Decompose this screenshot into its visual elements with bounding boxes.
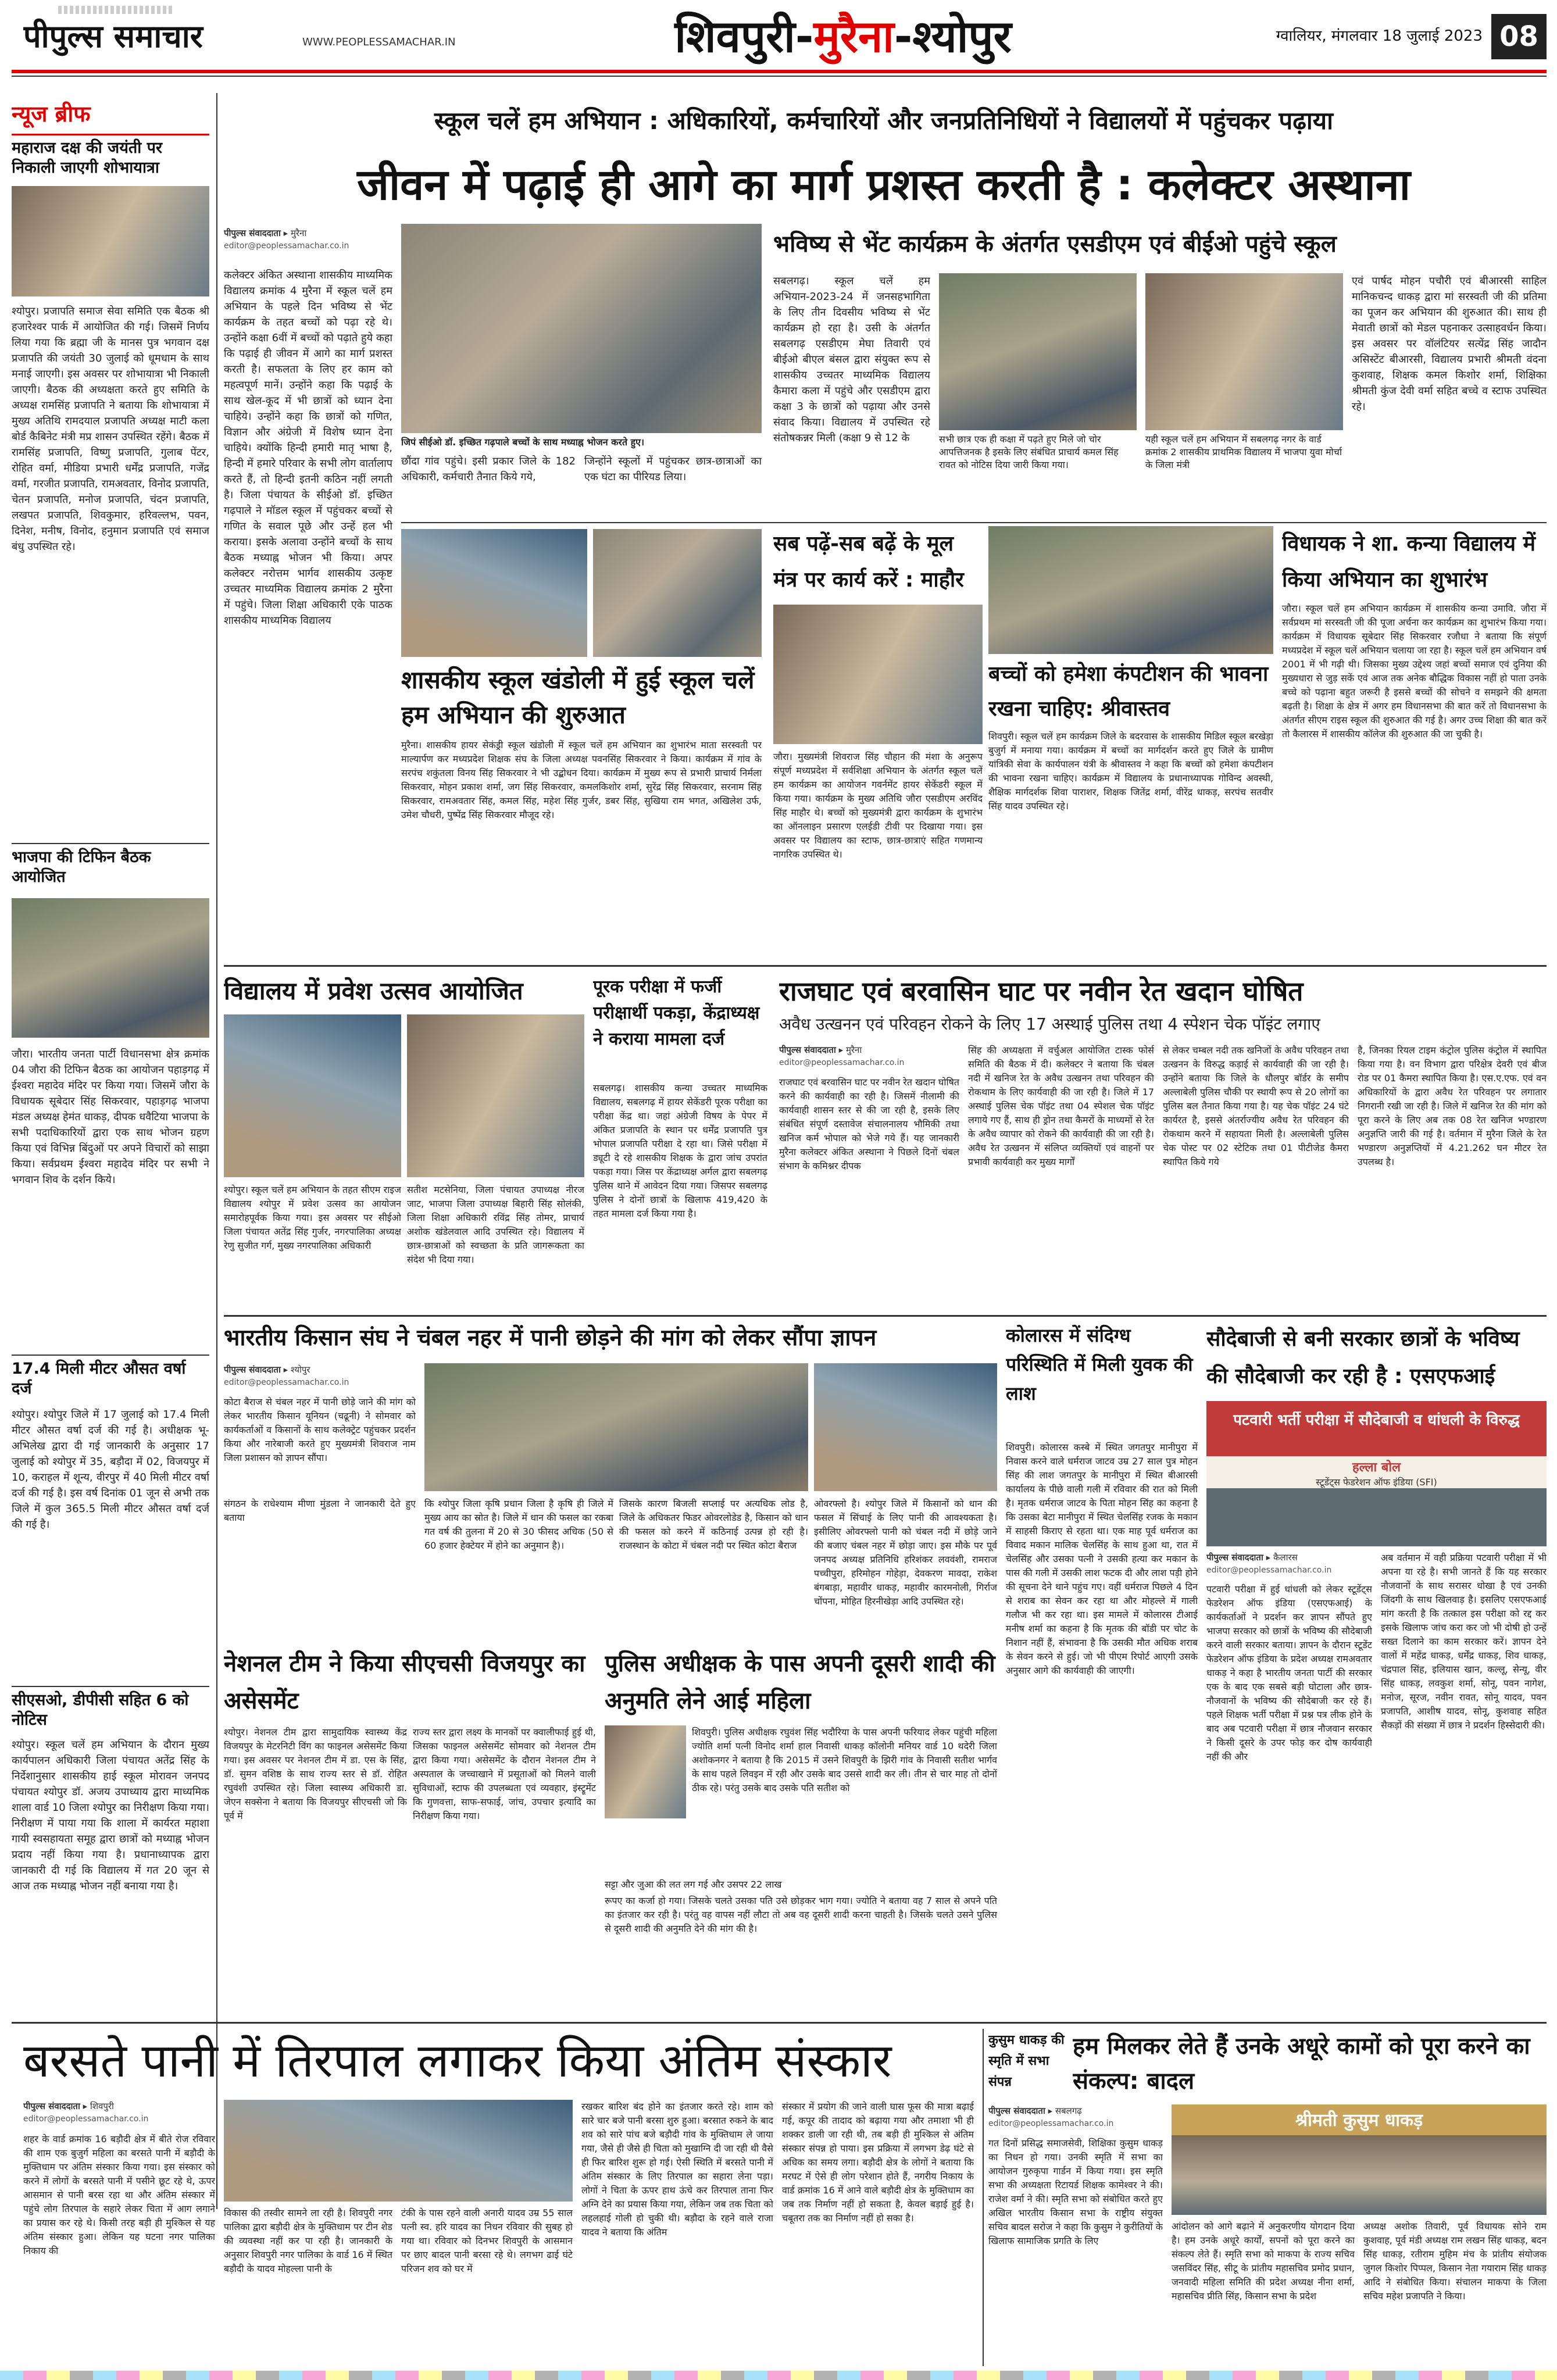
sfi-banner-org: स्टूडेंट्स फेडरेशन ऑफ इंडिया (SFI) bbox=[1316, 1477, 1437, 1488]
news-brief-label: न्यूज ब्रीफ bbox=[12, 101, 91, 127]
brief-4-headline: सीएसओ, डीपीसी सहित 6 को नोटिस bbox=[12, 1691, 189, 1729]
kisan-headline: भारतीय किसान संघ ने चंबल नहर में पानी छोड़ने की मांग को लेकर सौंपा ज्ञापन bbox=[224, 1325, 877, 1351]
sabalgarh-text-right: एवं पार्षद मोहन पचौरी एवं बीआरसी साहिल मानिकचन्द धाकड़ द्वारा मां सरस्वती जी की प्रतिमा का पूजन कर अभियान की शुरुआत की। साथ ही मेवाती छात्रों को मेडल पहनाकर उत्साहवर्धन किया। इस अवसर पर वॉलंटियर सत्येंद्र सिंह जादौन असिस्टेंट बीआरसी, विद्यालय प्रभारी श्रीमती वंदना कुशवाह, शिक्षक कमल किशोर शर्मा, शिक्षिका श्रीमती कुंज देवी वर्मा सहित बच्चे व स्टाफ उपस्थित रहे। bbox=[1352, 275, 1547, 413]
shrivastava-text: शिवपुरी। स्कूल चलें हम कार्यक्रम जिले के बदरवास के शासकीय मिडिल स्कूल बरखेड़ा बुजुर्ग में मनाया गया। कार्यक्रम में बच्चों का मार्गदर्शन करते हुए जिले के ग्रामीण यांत्रिकी सेवा के कार्यपालन यंत्री के श्रीवास्तव ने कहा कि बच्चों को हमेशा कंपटीशन की भावना रखना चाहिए। कार्यक्रम में विद्यालय के प्रधानाध्यापक गोविन्द अवस्थी, शैक्षिक मार्गदर्शक शिवा पाराशर, शिक्षक जितेंद्र शर्मा, वीरेंद्र धाकड़, सरपंच सतवीर सिंह यादव उपस्थित रहे। bbox=[988, 731, 1273, 812]
kisan-photo bbox=[424, 1363, 808, 1491]
lead-text-2: छौंदा गांव पहुंचे। इसी प्रकार जिले के 182 अधिकारी, कर्मचारी तैनात किये गये, bbox=[401, 455, 576, 483]
kisan-byline: पीपुल्स संवाददाता ▸ श्योपुर editor@peoplessamachar.co.in bbox=[224, 1363, 416, 1392]
kusum-byline: पीपुल्स संवाददाता ▸ सबलगढ़ editor@peoplessamachar.co.in bbox=[988, 2104, 1163, 2134]
ret-text-2: सिंह की अध्यक्षता में वर्चुअल आयोजित टास्क फोर्स समिति की बैठक में दी। कलेक्टर ने बताया कि चंबल नदी में खनिज रेत के अवैध उत्खनन तथा परिवहन की रोकथाम के लिए कार्यवाही की जा रही है। जिले में 17 अस्थाई पुलिस चेक पॉइंट तथा 04 स्पेशल चेक पॉइंट लगाये गए हैं, साथ ही ड्रोन तथा कैमरों के माध्यमों से रेत के अवैध व्यापार को रोकने की कार्यवाही की जा रही है। अवैध रेत उत्खनन में संलिप्त व्यक्तियों एवं वाहनों पर प्रभावी कार्यवाही कर मुख्य मार्गों bbox=[968, 1045, 1154, 1167]
sabalgarh-caption-1: सभी छात्र एक ही कक्षा में पढ़ते हुए मिले जो चोर आपत्तिजनक है इसके लिए संबंधित प्राचार्य कमल सिंह रावत को नोटिस दिया जारी किया गया। bbox=[939, 434, 1119, 470]
farzi-text: सबलगढ़। शासकीय कन्या उच्चतर माध्यमिक विद्यालय, सबलगढ़ में हायर सेकेंडरी पूरक परीक्षा का परीक्षा केंद्र था। जहां अंग्रेजी विषय के पेपर में अंकित प्रजापति के स्थान पर धर्मेंद्र प्रजापति पुत्र भोपाल प्रजापति परीक्षा दे रहा था। जिसे परीक्षा में ड्यूटी दे रहे शासकीय शिक्षक के द्वारा जांच उपरांत पकड़ा गया। जिस पर केंद्राध्यक्ष अर्गल द्वारा सबलगढ़ पुलिस थाने में आवेदन दिया गया। जिसपर सबलगढ़ पुलिस ने दोनों छात्रों के खिलाफ 419,420 के तहत मामला दर्ज किया गया है। bbox=[593, 1082, 767, 1219]
nqas-headline: नेशनल टीम ने किया सीएचसी विजयपुर का असेसमेंट bbox=[224, 1650, 585, 1714]
edition-title bbox=[616, 5, 1070, 69]
khandoli-photo-2 bbox=[593, 529, 762, 657]
farzi-headline: पूरक परीक्षा में फर्जी परीक्षार्थी पकड़ा, केंद्राध्यक्ष ने कराया मामला दर्ज bbox=[593, 977, 760, 1049]
shrivastava-photo bbox=[988, 526, 1273, 654]
kisan-text-2: कि श्योपुर जिला कृषि प्रधान जिला है कृषि ही जिले में मुख्य आय का स्रोत है। जिले में धान की फसल का रकबा गत वर्ष की तुलना में 20 से 30 फीसद अधिक (50 से 60 हजार हेक्टेयर में होने का अनुमान है)। bbox=[424, 1498, 613, 1551]
police-text-top: सट्टा और जुआ की लत लग गई और उसपर 22 लाख bbox=[605, 1879, 782, 1890]
newspaper-logo: पीपुल्स समाचार bbox=[23, 18, 203, 55]
brief-2-headline: भाजपा की टिफिन बैठक आयोजित bbox=[12, 848, 151, 886]
sfi-photo bbox=[1206, 1401, 1547, 1546]
sfi-headline: सौदेबाजी से बनी सरकार छात्रों के भविष्य की सौदेबाजी कर रही है : एसएफआई bbox=[1206, 1327, 1520, 1388]
funeral-headline: बरसते पानी में तिरपाल लगाकर किया अंतिम संस्कार bbox=[23, 2034, 892, 2088]
funeral-text-5: संस्कार में प्रयोग की जाने वाली घास फूस की मात्रा बढ़ाई गई, कपूर की तादाद को बढ़ाया गया और तमाशा भी ही शक्कर डाली जा रही थी, तब बड़ी ही मुश्किल से अंतिम संस्कार संपन्न हो पाया। इस प्रक्रिया में लगभग डेढ़ घंटे से अधिक का समय लगा। बड़ौदी क्षेत्र के लोगों ने बताया कि मरघट में ऐसे ही लोग परेशान होते हैं, नगरीय निकाय के वार्ड क्रमांक 16 में आने वाले बड़ौदी क्षेत्र के मुक्तिधाम का जब तक निर्माण नहीं हो सकता है, केवल बड़ाई हुई है। चबूतरा तक का निर्माण नहीं हो सका है। bbox=[782, 2101, 974, 2224]
footer-color-strip bbox=[0, 2371, 1557, 2380]
kusum-text-1: गत दिनों प्रसिद्ध समाजसेवी, शिक्षिका कुसुम धाकड़ का निधन हो गया। उनकी स्मृति में सभा का आयोजन गुरुकृपा गार्डन में किया गया। इस स्मृति सभा की अध्यक्षता रिटायर्ड शिक्षक कामेश्वर ने की। राजेश वर्मा ने की। स्मृति सभा को संबोधित करते हुए अखिल भारतीय किसान सभा के राष्ट्रीय संयुक्त सचिव बादल सरोज ने कहा कि कुसुम ने कुरीतियों के खिलाफ सामाजिक प्रगति के लिए bbox=[988, 2138, 1163, 2246]
kusum-banner: श्रीमती कुसुम धाकड़ bbox=[1295, 2110, 1423, 2131]
nqas-text-2: राज्य स्तर द्वारा लक्ष्य के मानकों पर क्वालीफाई हुई थी, जिसका फाइनल असेसमेंट सोमवार को नेशनल टीम द्वारा किया गया। असेसमेंट के दौरान नेशनल टीम ने अस्पताल के जच्चाखाने में प्रसूताओं को मिलने वाली सुविधाओं, स्टाफ की उपलब्धता एवं व्यवहार, इंस्ट्रूमेंट कि गुणवत्ता, साफ-सफाई, जांच, उपचार इत्यादि का निरीक्षण किया गया। bbox=[413, 1727, 596, 1821]
pravesh-photo-2 bbox=[407, 1014, 584, 1177]
mla-text: जौरा। स्कूल चलें हम अभियान कार्यक्रम में शासकीय कन्या उमावि. जौरा में सर्वप्रथम मां सरस्वती जी की पूजा अर्चना कर कार्यक्रम का शुभारंभ किया गया। कार्यक्रम में विधायक सूबेदार सिंह सिकरवार रजौधा ने बताया कि संपूर्ण मध्यप्रदेश में स्कूल चलें अभियान चलाया जा रहा है। स्कूल चलें हम अभियान वर्ष 2001 में भी गढ़ी थी। जिसका मुख्य उद्देश्य जहां बच्चों समाज एवं दुनिया की मुख्यधारा से जुड़ सकें एवं आज तक अनेक बौद्धिक विकास नहीं हो पाता उनके बच्चे को पढ़ाना बहुत जरूरी है इससे बच्चों की सोचने व समझने की क्षमता बढ़ती है। शिक्षा के क्षेत्र में अगर हम विधानसभा की बात करें तो विधानसभा के अंतर्गत सीएम राइस स्कूल की शुरुआत की गई है। अगर उच्च शिक्षा की बात करें तो कैलारस में शासकीय कॉलेज की शुरुआत की जा चुकी है। bbox=[1282, 603, 1547, 739]
kisan-text-3: जिसके कारण बिजली सप्लाई पर अत्यधिक लोड है, जिले के अधिकतर फिडर ओवरलोडेड है, किसान को धान की फसल को करने में कठिनाई उत्पन्न हो रही है। राजस्थान के कोटा में चंबल नदी पर स्थित कोटा बैराज bbox=[619, 1498, 808, 1551]
kusum-text-3: अध्यक्ष अशोक तिवारी, पूर्व विधायक सोने राम कुशवाह, पूर्व मंडी अध्यक्ष राम लखन सिंह धाकड़, बदन सिंह धाकड़, रतीराम मुहिम मंच के प्रांतीय संयोजक जुगल किशोर पिप्पल, किसान नेता गयाराम सिंह धाकड़ आदि ने संबोधित किया। संचालन माकपा के जिला सचिव महेश प्रजापति ने किया। bbox=[1363, 2221, 1547, 2302]
pravesh-photo-1 bbox=[224, 1014, 401, 1177]
website-url[interactable]: WWW.PEOPLESSAMACHAR.IN bbox=[302, 36, 456, 48]
brief-1-text: श्योपुर। प्रजापति समाज सेवा समिति एक बैठक श्री हजारेश्वर पार्क में आयोजित की गई। जिसमें निर्णय लिया गया कि ब्रह्मा जी के मानस पुत्र भगवान दक्ष प्रजापति की जयंती 30 जुलाई को धूमधाम के साथ मनाई जाएगी। इस अवसर पर शोभायात्रा भी निकाली जाएगी। बैठक की अध्यक्षता करते हुए समिति के अध्यक्ष रामसिंह प्रजापति ने बताया कि शोभायात्रा में मुख्य अतिथि रामदयाल प्रजापति अध्यक्ष माटी कला बोर्ड कैबिनेट मंत्री मप्र शासन उपस्थित रहेंगे। बैठक में रामसिंह प्रजापति, विष्णु प्रजापति, गुलाब पेंटर, रोहित वर्मा, मीडिया प्रभारी धर्मेंद्र प्रजापति, गजेंद्र वर्मा, गरजीत प्रजापति, रामअवतार, विनोद प्रजापति, चेतन प्रजापति, मनोज प्रजापति, चंदन प्रजापति, लखपत प्रजापति, शिवकुमार, हरिवल्लभ, पवन, दिनेश, मनीष, विनोद, हनुमान प्रजापति एवं समाज बंधु उपस्थित रहे। bbox=[12, 305, 209, 553]
lead-headline: जीवन में पढ़ाई ही आगे का मार्ग प्रशस्त करती है : कलेक्टर अस्थाना bbox=[357, 160, 1410, 210]
kisan-text-4: ओवरफ्लो है। श्योपुर जिले में किसानों को धान की फसल में सिंचाई के लिए पानी की आवश्यकता है। इसीलिए ओवरफ्लो पानी को चंबल नदी में छोड़े जाने की बजाए चंबल नहर में छोड़ा जाए। इस मौके पर पूर्व जनपद अध्यक्ष प्रतिनिधि हरिशंकर लववंशी, रामराज पच्चीपुरा, हरिमोहन गोहेड़ा, देवकरण मावदा, राकेश बंगबाड़ा, महावीर धाकड़, महावीर कारमनोली, गिर्राज चोंपना, मोहित हिरनीखेड़ा आदि उपस्थित रहे। bbox=[814, 1498, 997, 1607]
lead-photo-caption: जिपं सीईओ डॉ. इच्छित गढ़पाले बच्चों के साथ मध्याह्न भोजन करते हुए। bbox=[401, 437, 645, 448]
byline-place: शिवपुरी bbox=[90, 2101, 114, 2111]
edition-part-a: शिवपुरी- bbox=[674, 10, 814, 62]
police-headline: पुलिस अधीक्षक के पास अपनी दूसरी शादी की अनुमति लेने आई महिला bbox=[605, 1650, 995, 1714]
news-brief-column bbox=[12, 87, 212, 2209]
edition-part-b: मुरैना bbox=[813, 10, 894, 62]
brief-1-headline: महाराज दक्ष की जयंती पर निकाली जाएगी शोभायात्रा bbox=[12, 139, 163, 177]
sabalgarh-headline: भविष्य से भेंट कार्यक्रम के अंतर्गत एसडीएम एवं बीईओ पहुंचे स्कूल bbox=[773, 231, 1337, 258]
sfi-text-2: अब वर्तमान में वही प्रक्रिया पटवारी परीक्षा में भी अपना या रहे है। सभी जानते हैं कि यह सरकार नौजवानों के साथ सरासर धोखा है एवं उनकी जिंदगी के साथ खिलवाड़ है। इसलिए एसएफआई मांग करती है कि तत्काल इस परीक्षा को रद्द कर इसके खिलाफ जांच करा कर जो भी दोषी हो उन्हें सख्त दिलाने का काम सरकार करें। ज्ञापन देने वालों में महेंद्र धाकड़, धर्मेंद्र धाकड़, शिव धाकड़, चंद्रपाल सिंह, इलियास खान, कल्लू, सेन्यू, वीर सिंह धाकड़, लवकुश शर्मा, सोनू, पवन नागेश, मनोज, सूरज, नवीन रावत, सोनू यादव, पवन प्रजापति, आशीष यादव, सोनू, कुशवाह सहित सैकड़ों की संख्या में छात्र ने प्रदर्शन हिस्सेदारी की। bbox=[1381, 1552, 1547, 1731]
police-text-2: रूपए का कर्जा हो गया। जिसके चलते उसका पति उसे छोड़कर भाग गया। ज्योति ने बताया वह 7 साल से अपने पति का इंतजार कर रही है। परंतु वह वापस नहीं लौटा तो अब वह दूसरी शादी करना चाहती है। जिसके चलते उसने पुलिस से दूसरी शादी की अनुमति देने की मांग की है। bbox=[605, 1895, 997, 1934]
kolaras-headline: कोलारस में संदिग्ध परिस्थिति में मिली युवक की लाश bbox=[1006, 1324, 1193, 1405]
pravesh-text-1: श्योपुर। स्कूल चलें हम अभियान के तहत सीएम राइज विद्यालय श्योपुर में प्रवेश उत्सव का आयोजन समारोहपूर्वक किया गया। इस अवसर पर सीईओ जिला पंचायत अतेंद्र सिंह गुर्जर, नगरपालिका अध्यक्ष रेणु सुजीत गर्ग, मुख्य नगरपालिका अधिकारी bbox=[224, 1184, 401, 1251]
page-number: 08 bbox=[1491, 14, 1547, 59]
khandoli-headline: शासकीय स्कूल खंडोली में हुई स्कूल चलें हम अभियान की शुरुआत bbox=[401, 666, 755, 729]
police-text-1: शिवपुरी। पुलिस अधीक्षक रघुवंश सिंह भदौरिया के पास अपनी फरियाद लेकर पहुंची महिला ज्योति शर्मा पत्नी विनोद शर्मा हाल निवासी धाकड़ कॉलोनी मनियर वार्ड 10 थदेरी जिला अशोकनगर ने बताया है कि 2015 में उसने शिवपुरी के झिरी गांव के निवासी सतीश भार्गव के साथ पहले लिवइन में रही और उसके बाद उससे शादी कर ली। तीन से चार माह तो दोनों ठीक रहे। परंतु उसके बाद उसके पति सतीश को bbox=[692, 1727, 997, 1793]
funeral-text-3: टंकी के पास रहने वाली अनारी यादव उम्र 55 साल पत्नी स्व. हरि यादव का निधन रविवार की सुबह हो गया था। रविवार को दिनभर शिवपुरी के आसमान पर छाए बादल पानी बरसा रहे थे। लगभग ढाई घंटे परिजन शव को घर में bbox=[401, 2207, 573, 2274]
sfi-banner-sub: हल्ला बोल bbox=[1352, 1460, 1401, 1475]
edition-part-c: -श्योपुर bbox=[894, 10, 1012, 62]
ret-text-1: राजघाट एवं बरवासिन घाट पर नवीन रेत खदान घोषित करने की कार्यवाही का रही है। जिसमें नीलामी की कार्यवाही शासन स्तर से की जा रही है, इसके लिए संबंधित संपूर्ण दस्तावेज संचालनालय भौमिकी तथा खनिज कर्म भोपाल को भेजे गये हैं। यह जानकारी मुरैना कलेक्टर अंकित अस्थाना ने पिछले दिनों चंबल संभाग के कमिश्नर दीपक bbox=[779, 1077, 959, 1171]
mahour-text: जौरा। मुख्यमंत्री शिवराज सिंह चौहान की मंशा के अनुरूप संपूर्ण मध्यप्रदेश में सर्वशिक्षा अभियान के अंतर्गत स्कूल चलें हम कार्यक्रम का आयोजन गवर्नमेंट हायर सेकेंडरी स्कूल में किया गया। कार्यक्रम के मुख्य अतिथि जौरा एसडीएम अरविंद सिंह माहौर थे। बच्चों को मुख्यमंत्री द्वारा कार्यक्रम के शुभारंभ का ऑनलाइन प्रसारण एलईडी टीवी पर दिखाया गया। इस अवसर पर विद्यालय का स्टाफ, छात्र-छात्राएं सहित गणमान्य नागरिक उपस्थित थे। bbox=[773, 751, 983, 860]
funeral-photo bbox=[224, 2100, 573, 2202]
kisan-text-1: कोटा बैराज से चंबल नहर में पानी छोड़े जाने की मांग को लेकर भारतीय किसान यूनियन (चढूनी) ने सोमवार को कार्यकर्ताओं व किसानों के साथ कलेक्ट्रेट पहुंचकर प्रदर्शन किया और नारेबाजी करते हुए मुख्यमंत्री शिवराज नाम जिला प्रशासन को ज्ञापन सौंपा। bbox=[224, 1396, 416, 1463]
kolaras-text: शिवपुरी। कोलारस कस्बे में स्थित जगतपुर मानीपुरा में निवास करने वाले धर्मराज जाटव उम्र 27 साल पुत्र मोहन सिंह की लाश जगतपुर के मानीपुरा में स्थित बीआरसी कार्यालय के पीछे वाली गली में रविवार की रात को मिली है। मृतक धर्मराज जाटव के पिता मोहन सिंह का कहना है कि उसका बेटा मानीपुरा में स्थित चेलसिंह रजक के मकान में साहसी किराए से रहता था। एक माह पूर्व धर्मराज का विवाद मकान मालिक चेलसिंह के साथ हुआ था, रात में चेलसिंह और उसका पत्नी ने उसकी हत्या कर मकान के पास की गली में उसकी लाश फटक दी और लाश पड़ी होने की सूचना देने थाने पहुंच गए। वहीं धर्मराज पिछले 4 दिन से शराब का सेवन कर रहा था और मोहल्ले में गाली गलौज भी कर रहा था। इस मामले में कोलारस टीआई मनीष शर्मा का कहना है कि मृतक की बॉडी पर चोट के निशान नहीं हैं, संभावना है कि उसकी मौत अधिक शराब के सेवन करने से हुई। जो भी पीएम रिपोर्ट आएगी उसके अनुसार आगे की कार्यवाही की जाएगी। bbox=[1006, 1442, 1198, 1676]
kusum-text-2: आंदोलन को आगे बढ़ाने में अनुकरणीय योगदान दिया है। हम उनके अधूरे कार्यों, सपनों को पूरा करने का संकल्प लेते हैं। स्मृति सभा को माकपा के राज्य सचिव जसविंदर सिंह, सीटू के प्रांतीय महासचिव प्रमोद प्रधान, जनवादी महिला समिति की प्रदेश अध्यक्ष नीना शर्मा, महासचिव प्रीति सिंह, किसान सभा के प्रदेश bbox=[1172, 2221, 1355, 2302]
funeral-text-2: विकास की तस्वीर सामने ला रही है। शिवपुरी नगर पालिका द्वारा बड़ौदी क्षेत्र के मुक्तिधाम पर टीन शेड की व्यवस्था नहीं कर पा रही है। जानकारी के अनुसार शिवपुरी नगर पालिका के वार्ड 16 में स्थित बड़ौदी के यादव मोहल्ला पानी के bbox=[224, 2207, 392, 2274]
pravesh-headline: विद्यालय में प्रवेश उत्सव आयोजित bbox=[224, 977, 523, 1005]
mahour-photo bbox=[773, 605, 983, 744]
ret-text-3: से लेकर चम्बल नदी तक खनिजों के अवैध परिवहन तथा उत्खनन के विरुद्ध कड़ाई से कार्यवाही की जा रही है। उन्होंने बताया कि जिले के धौलपुर बॉर्डर के समीप अल्लाबेली पुलिस चौकी पर स्थायी रूप से 20 लोगों का पुलिस बल तैनात किया गया है। यह चेक पॉइंट 24 घंटे कार्यरत है, इससे अंतर्राज्यीय अवैध रेत परिवहन की रोकथाम करने में सहायता मिली है। अल्लाबेली पुलिस चेक पोस्ट पर 02 स्टेटिक तथा 01 पीटीजेड कैमरा स्थापित किये गये bbox=[1163, 1045, 1349, 1167]
byline-name: पीपुल्स संवाददाता bbox=[224, 1364, 281, 1375]
khandoli-photo-1 bbox=[401, 529, 587, 657]
byline-email[interactable]: editor@peoplessamachar.co.in bbox=[779, 1058, 905, 1067]
byline-place: कैलारस bbox=[1273, 1552, 1298, 1563]
sfi-banner-text: पटवारी भर्ती परीक्षा में सौदेबाजी व धांधली के विरुद्ध bbox=[1233, 1411, 1520, 1429]
byline-email[interactable]: editor@peoplessamachar.co.in bbox=[988, 2119, 1114, 2128]
pravesh-text-2: सतीश मटसेनिया, जिला पंचायत उपाध्यक्ष नीरज जाट, भाजपा जिला उपाध्यक्ष बिहारी सिंह सोलंकी, जिला शिक्षा अधिकारी रविंद्र सिंह तोमर, प्राचार्य अशोक खंडेलवाल आदि उपस्थित रहे। विद्यालय में छात्र-छात्राओं को स्वच्छता के प्रति जागरूकता का संदेश भी दिया गया। bbox=[407, 1184, 584, 1265]
masthead-rule-thin bbox=[12, 76, 1547, 77]
sabalgarh-photo-1 bbox=[939, 273, 1137, 430]
sabalgarh-photo-2 bbox=[1145, 273, 1343, 430]
nqas-text-1: श्योपुर। नेशनल टीम द्वारा सामुदायिक स्वास्थ्य केंद्र विजयपुर के मेटरनिटी विंग का फाइनल असेसमेंट किया गया। इस अवसर पर नेशनल टीम में डा. एस के सिंह, डॉ. सुमन वशिष्ठ के साथ राज्य स्तर से डॉ. रोहित रघुवंशी उपस्थित रहे। जिला स्वास्थ्य अधिकारी डा. जेएन सक्सेना ने बताया कि विजयपुर सीएचसी जो कि पूर्व में bbox=[224, 1727, 407, 1821]
byline-place: श्योपुर bbox=[290, 1364, 310, 1375]
byline-name: पीपुल्स संवाददाता bbox=[1206, 1552, 1263, 1563]
brief-1-photo bbox=[12, 186, 209, 296]
kusum-sidebar: कुसुम धाकड़ की स्मृति में सभा संपन्न bbox=[988, 2033, 1065, 2089]
brief-4-text: श्योपुर। स्कूल चलें हम अभियान के दौरान मुख्य कार्यपालन अधिकारी जिला पंचायत अतेंद्र सिंह के निर्देशानुसार शासकीय हाई स्कूल मोरावन जनपद पंचायत श्योपुर डॉ. अजय उपाध्याय द्वारा माध्यमिक शाला वार्ड 10 जिला श्योपुर का निरीक्षण किया गया। निरीक्षण में पाया गया कि शाला में कार्यरत महाशा गायी स्वसहायता समूह द्वारा छात्रों को मध्याह्न भोजन प्रदाय नहीं किया गया है। प्रधानाध्यापक द्वारा जानकारी दी गई कि विद्यालय में गत 20 जून से आज तक मध्याह्न भोजन नहीं बनाया गया है। bbox=[12, 1739, 209, 1892]
khandoli-text: मुरैना। शासकीय हायर सेकंड्री स्कूल खंडोली में स्कूल चलें हम अभियान का शुभारंभ माता सरस्वती पर माल्यार्पण कर मध्यप्रदेश शिक्षक संघ के जिला अध्यक्ष पवनसिंह सिकरवार ने किया। कार्यक्रम में गांव के सरपंच शकुंतला विनय सिंह सिकरवार ने भी उद्बोधन दिया। कार्यक्रम में मुख्य रूप से प्रभारी प्राचार्य निर्मला सिकरवार, मोहन प्रकाश शर्मा, जग सिंह सिकरवार, कमलकिशोर शर्मा, सुरेंद्र सिंह सिकरवार, सरनाम सिंह सिकरवार, रामअवतार सिंह, कमल सिंह, महेश सिंह गुर्जर, डबर सिंह, सुखिया राम भगत, अखिलेश उर्फ, उमेश चौधरी, पुष्पेंद्र सिंह सिकरवार मौजूद रहे। bbox=[401, 739, 762, 820]
brief-3-text: श्योपुर। श्योपुर जिले में 17 जुलाई को 17.4 मिली मीटर औसत वर्षा दर्ज की गई है। अधीक्षक भू-अभिलेख द्वारा दी गई जानकारी के अनुसार 17 जुलाई को श्योपुर में 35, बड़ौदा में 02, विजयपुर में 10, कराहल में शून्य, वीरपुर में 40 मिली मीटर वर्षा दर्ज की गई है। इस वर्ष दिनांक 01 जून से अभी तक जिले में कुल 365.5 मिली मीटर औसत वर्षा दर्ज की गई है। bbox=[12, 1409, 209, 1531]
byline-place: मुरैना bbox=[290, 228, 307, 238]
byline-name: पीपुल्स संवाददाता bbox=[23, 2101, 80, 2111]
masthead bbox=[0, 0, 1557, 87]
byline-email[interactable]: editor@peoplessamachar.co.in bbox=[23, 2114, 149, 2124]
funeral-text-4: रखकर बारिश बंद होने का इंतजार करते रहे। शाम को सारे चार बजे पानी बरसा शुरु हुआ। बरसात रुकने के बाद शव को सारे पांच बजे बड़ौदी गांव के मुक्तिधाम ले जाया गया, जैसे ही जैसे ही चिता को मुखाग्नि दी जा रही थी वैसे ही फिर बारिश शुरू हो गई। ऐसी स्थिति में बरसते पानी में अंतिम संस्कार के लिए तिरपाल का सहारा लेना पड़ा। लोगों ने चिता के ऊपर हाथ ऊंचे कर तिरपाल ताना फिर अग्नि देने का प्रयास किया गया, लेकिन जब तक चिता को लहलहाई गोली हो चुकी थी। बड़ौदा के रहने वाले राजा यादव ने बताया कि अंतिम bbox=[581, 2101, 773, 2238]
ret-text-4: है, जिनका रियल टाइम कंट्रोल पुलिस कंट्रोल में स्थापित किया गया है। वन विभाग द्वारा परिक्षेत्र देवरी एवं बीज रोड पर 01 कैमरा स्थापित किया है। एस.ए.एफ. एवं वन अधिकारियों के द्वारा अवैध रेत परिवहन पर लगातार निगरानी रखी जा रही है। जिले में खनिज रेत की मांग को पूरा करने के लिए अब तक 08 रेत खनिज भण्डारण अनुज्ञप्ति जारी की गई है। वर्तमान में मुरैना जिले के रेत भण्डारण अनुज्ञप्तियों में 4.21.262 घन मीटर रेत उपलब्ध है। bbox=[1358, 1045, 1547, 1167]
kisan-text-1b: संगठन के राधेश्याम मीणा मुंडला ने जानकारी देते हुए बताया bbox=[224, 1498, 416, 1523]
kusum-photo bbox=[1172, 2104, 1547, 2215]
funeral-byline: पीपुल्स संवाददाता ▸ शिवपुरी editor@peoplessamachar.co.in bbox=[23, 2100, 215, 2129]
lead-photo bbox=[401, 224, 762, 433]
kusum-headline: हम मिलकर लेते हैं उनके अधूरे कामों को पूरा करने का संकल्प: बादल bbox=[1073, 2033, 1530, 2095]
byline-name: पीपुल्स संवाददाता bbox=[988, 2106, 1045, 2116]
byline-name: पीपुल्स संवाददाता bbox=[224, 228, 281, 238]
masthead-rule bbox=[12, 70, 1547, 73]
lead-text-1: कलेक्टर अंकित अस्थाना शासकीय माध्यमिक विद्यालय क्रमांक 4 मुरैना में स्कूल चलें हम अभियान के पहले दिन भविष्य से भेंट कार्यक्रम के तहत बच्चों को पढ़ा रहे थे। उन्होंने कक्षा 6वीं में बच्चों को पढ़ाते हुये कहा कि पढ़ाई ही जीवन में आगे का मार्ग प्रशस्त करती है। सफलता के लिए हर काम को महत्वपूर्ण मानें। उन्होंने कहा कि पढ़ाई के साथ खेल-कूद में भी छात्रों को ध्यान देना चाहिये। उन्होंने कहा कि छात्रों को गणित, विज्ञान और अंग्रेजी में विशेष ध्यान देना चाहिये। क्योंकि हिन्दी हमारी मातृ भाषा है, हिन्दी में हमारे परिवार के सभी लोग वार्तालाप करते हैं, तो हिन्दी इतनी कठिन नहीं लगती है। जिला पंचायत के सीईओ डॉ. इच्छित गढ़पाले ने मॉडल स्कूल में पहुंचकर बच्चों से गणित के सवाल पूछे और उन्हें हल भी कराया। इसके अलावा उन्होंने बच्चों के साथ बैठक मध्याह्न भोजन भी किया। अपर कलेक्टर नरोत्तम भार्गव शासकीय उत्कृष्ट उच्चतर माध्यमिक विद्यालय क्रमांक 2 मुरैना में पहुंचे। जिला शिक्षा अधिकारी एके पाठक शासकीय माध्यमिक विद्यालय bbox=[224, 269, 392, 627]
mla-headline: विधायक ने शा. कन्या विद्यालय में किया अभियान का शुभारंभ bbox=[1282, 532, 1536, 592]
column-divider bbox=[216, 93, 217, 2209]
brief-2-text: जौरा। भारतीय जनता पार्टी विधानसभा क्षेत्र क्रमांक 04 जौरा की टिफिन बैठक का आयोजन पहाड़गढ़ में ईश्वरा महादेव मंदिर पर किया गया। जिसमें जौरा के विधायक सूबेदार सिंह सिकरवार, पहाड़गढ़ भाजपा मंडल अध्यक्ष हेमंत धाकड़, दीपक धवैटिया भाजपा के सभी पदाधिकारियों द्वारा एक साथ भोजन ग्रहण किया एवं विभिन्न बिंदुओं पर अपने विचारों को साझा किया। सर्वप्रथम ईश्वरा महादेव मंदिर पर सभी ने भगवान शिव के दर्शन किये। bbox=[12, 1048, 209, 1186]
brief-3-headline: 17.4 मिली मीटर औसत वर्षा दर्ज bbox=[12, 1360, 186, 1398]
byline-place: सबलगढ़ bbox=[1055, 2106, 1082, 2116]
sfi-byline: पीपुल्स संवाददाता ▸ कैलारस editor@peoplessamachar.co.in bbox=[1206, 1551, 1372, 1580]
brief-2-photo bbox=[12, 898, 209, 1038]
funeral-text-1: शहर के वार्ड क्रमांक 16 बड़ौदी क्षेत्र में बीते रोज रविवार की शाम एक बुजुर्ग महिला का बरसते पानी में बड़ौदी के मुक्तिधाम पर अंतिम संस्कार किया गया। इस संस्कार को करने में लोगों के बरसते पानी में पसीने छूट रहे थे, ऊपर आसमान से पानी बरस रहा था और अंतिम संस्कार में पहुंचे लोग तिरपाल के सहारे लेकर चिता में आग लगाने का प्रयास कर रहे थे। किसी तरह बड़ी ही मुश्किल से यह अंतिम संस्कार हुआ। लेकिन यह घटना नगर पालिका निकाय की bbox=[23, 2134, 215, 2256]
mahour-headline: सब पढ़ें-सब बढ़ें के मूल मंत्र पर कार्य करें : माहौर bbox=[773, 532, 964, 592]
police-photo bbox=[605, 1725, 686, 1818]
sfi-text-1: पटवारी परीक्षा में हुई धांधली को लेकर स्टूडेंट्स फेडरेशन ऑफ इंडिया (एसएफआई) के कार्यकर्ताओं ने प्रदर्शन कर ज्ञापन सौंपते हुए भाजपा सरकार को छात्रों के भविष्य की सौदेबाजी करने वाली सरकार बताया। ज्ञापन के दौरान स्टूडेंट फेडरेशन ऑफ इंडिया के प्रदेश अध्यक्ष रामअवतार धाकड़ ने कहा है भारतीय जनता पार्टी की सरकार एक के बाद एक सबसे बड़ी घोटाला और छात्र-नौजवानों के भविष्य की सौदेबाजी कर रहे हैं। पहले शिक्षक भर्ती परीक्षा में प्रश्न पत्र लीक होने के बाद अब पटवारी परीक्षा में छात्र नौजवान सरकार ने किसी दूसरे के उपर फोड़ कर दोष कार्यवाही नहीं की और bbox=[1206, 1584, 1372, 1762]
masthead-small-tag bbox=[58, 6, 174, 14]
lead-byline: पीपुल्स संवाददाता ▸ मुरैना editor@peoplessamachar.co.in bbox=[224, 227, 392, 262]
ret-headline: राजघाट एवं बरवासिन घाट पर नवीन रेत खदान घोषित bbox=[779, 975, 1304, 1007]
byline-email[interactable]: editor@peoplessamachar.co.in bbox=[1206, 1566, 1332, 1575]
sabalgarh-text: सबलगढ़। स्कूल चलें हम अभियान-2023-24 में जनसहभागिता के लिए तीन दिवसीय भविष्य से भेंट कार्यक्रम हो रहा है। उसी के अंतर्गत सबलगढ़ एसडीएम मेघा तिवारी एवं बीईओ बीएल बंसल द्वारा संयुक्त रूप से शासकीय उच्चतर माध्यमिक विद्यालय कैमारा कला में पहुंचे और एसडीएम द्वारा कक्षा 3 के छात्रों को पढ़ाया और उनसे संवाद किया। विद्यालय में उपस्थित रहे संतोषकन्नर मिली (कक्षा 9 से 12 के bbox=[773, 275, 930, 444]
byline-place: मुरैना bbox=[845, 1045, 862, 1055]
byline-name: पीपुल्स संवाददाता bbox=[779, 1045, 836, 1055]
byline-email[interactable]: editor@peoplessamachar.co.in bbox=[224, 241, 349, 251]
shrivastava-headline: बच्चों को हमेशा कंपटीशन की भावना रखना चाहिए: श्रीवास्तव bbox=[988, 662, 1269, 721]
sabalgarh-caption-2: यही स्कूल चलें हम अभियान में सबलगढ़ नगर के वार्ड क्रमांक 2 शासकीय प्राथमिक विद्यालय में भाजपा युवा मोर्चा के जिला मंत्री bbox=[1145, 434, 1342, 470]
ret-byline: पीपुल्स संवाददाता ▸ मुरैना editor@peoplessamachar.co.in bbox=[779, 1044, 959, 1073]
lead-text-3: जिन्होंने स्कूलों में पहुंचकर छात्र-छात्राओं का एक घंटा का पीरियड लिया। bbox=[584, 455, 762, 483]
ret-subheadline: अवैध उत्खनन एवं परिवहन रोकने के लिए 17 अस्थाई पुलिस तथा 4 स्पेशन चेक पॉइंट लगाए bbox=[779, 1014, 1320, 1034]
lead-kicker: स्कूल चलें हम अभियान : अधिकारियों, कर्मचारियों और जनप्रतिनिधियों ने विद्यालयों में पहुंचकर पढ़ाया bbox=[434, 106, 1333, 135]
issue-date: ग्वालियर, मंगलवार 18 जुलाई 2023 bbox=[1276, 27, 1483, 45]
kisan-photo-2 bbox=[814, 1363, 997, 1491]
byline-email[interactable]: editor@peoplessamachar.co.in bbox=[224, 1378, 349, 1387]
